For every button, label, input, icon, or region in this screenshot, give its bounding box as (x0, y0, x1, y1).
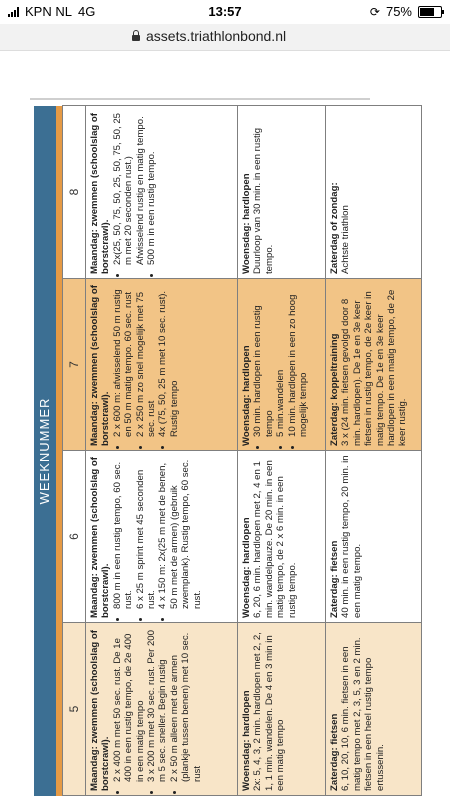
battery-percent: 75% (385, 4, 412, 19)
swim-cell: Maandag: zwemmen (schoolslag of borstcrawl). • 2 x 600 m: afwisselend 50 m rustig en 50 m matig tempo. 60 sec. rust • 2 x 250 m zo snel mogelijk met 75 sec. rust • 4x (75, 50, 25 m met 10 sec. rust). Rustig tempo (86, 279, 238, 451)
run-cell: Woensdag: hardlopen 6, 20, 6 min. hardlopen met 2, 4 en 1 min. wandelpauze. De 20 min. in een matig tempo, de 2 x 6 min. in een rustig tempo. (238, 451, 326, 623)
status-bar (0, 0, 450, 24)
lock-icon (132, 30, 140, 40)
url-text[interactable]: assets.triathlonbond.nl (146, 28, 287, 44)
network-label: 4G (77, 4, 96, 19)
swim-cell: Maandag: zwemmen (schoolslag of borstcrawl). • 2x(25, 50, 75, 50, 25, 50, 75, 50, 25 m met 20 seconden rust.) Afwisselend rustig en matig tempo. • 500 m in een rustig tempo. (86, 106, 238, 279)
week-header: 5 (63, 623, 86, 796)
weekend-row (326, 106, 422, 796)
training-schedule (10, 52, 440, 800)
weekend-cell: Zaterdag: fietsen 6, 10, 20, 10, 6 min. fietsen in een matig tempo met 2, 3, 5, 3 en 2 min. fietsen in een heel rustig tempo ertussenin. (326, 623, 422, 796)
address-bar[interactable] (0, 24, 450, 51)
run-cell: Woensdag: hardlopen • 30 min. hardlopen in een rustig tempo • 5 min.wandelen • 10 min. hardlopen in een zo hoog mogelijk tempo (238, 279, 326, 451)
run-row (238, 106, 326, 796)
week-header: 7 (63, 279, 86, 451)
weekend-cell: Zaterdag of zondag: Achtste triathlon (326, 106, 422, 279)
clock: 13:57 (208, 4, 242, 19)
rotated-document (10, 52, 440, 800)
run-cell: Woensdag: hardlopen Duurloop van 30 min. in een rustig tempo. (238, 106, 326, 279)
schedule-table (62, 105, 422, 796)
swim-cell: Maandag: zwemmen (schoolslag of borstcrawl). • 2 x 400 m met 50 sec. rust. De 1e 400 in een rustig tempo, de 2e 400 in een matig tempo • 3 x 200 m met 30 sec. rust. Per 200 m 5 sec. sneller. Begin rustig • 2 x 50 m alleen met de armen (plankje tussen benen) met 10 sec. rust (86, 623, 238, 796)
page-content (10, 52, 440, 800)
week-header-row (63, 106, 86, 796)
run-cell: Woensdag: hardlopen 2x: 5, 4, 3, 2 min. hardlopen met 2, 2, 1, 1 min. wandelen. De 4 en 3 min in een matig tempo (238, 623, 326, 796)
week-header: 8 (63, 106, 86, 279)
swim-row (86, 106, 238, 796)
carrier-label: KPN NL (25, 4, 72, 19)
lock-rotation-icon: ⟳ (369, 4, 380, 19)
week-header: 6 (63, 451, 86, 623)
page-edge (30, 98, 370, 100)
weekend-cell: Zaterdag: fietsen 40 min. in een rustig tempo, 20 min. in een matig tempo. (326, 451, 422, 623)
week-number-banner: WEEKNUMMER (34, 106, 56, 796)
weekend-cell: Zaterdag: koppeltraining 3 x (24 min. fietsen gevolgd door 8 min. hardlopen). De 1e en 3e keer fietsen in rustig tempo, de 2e keer in matig tempo. De 1e en 3e keer hardlopen in een matig tempo, de 2e keer rustig. (326, 279, 422, 451)
battery-icon (418, 6, 442, 18)
swim-cell: Maandag: zwemmen (schoolslag of borstcrawl). • 800 m in een rustig tempo, 60 sec. rust. • 6 x 25 m sprint met 45 seconden rust. • 4 x 150 m: 2x(25 m met de benen, 50 m met de armen) (gebruik zwemplank). Rustig tempo, 60 sec. rust. (86, 451, 238, 623)
